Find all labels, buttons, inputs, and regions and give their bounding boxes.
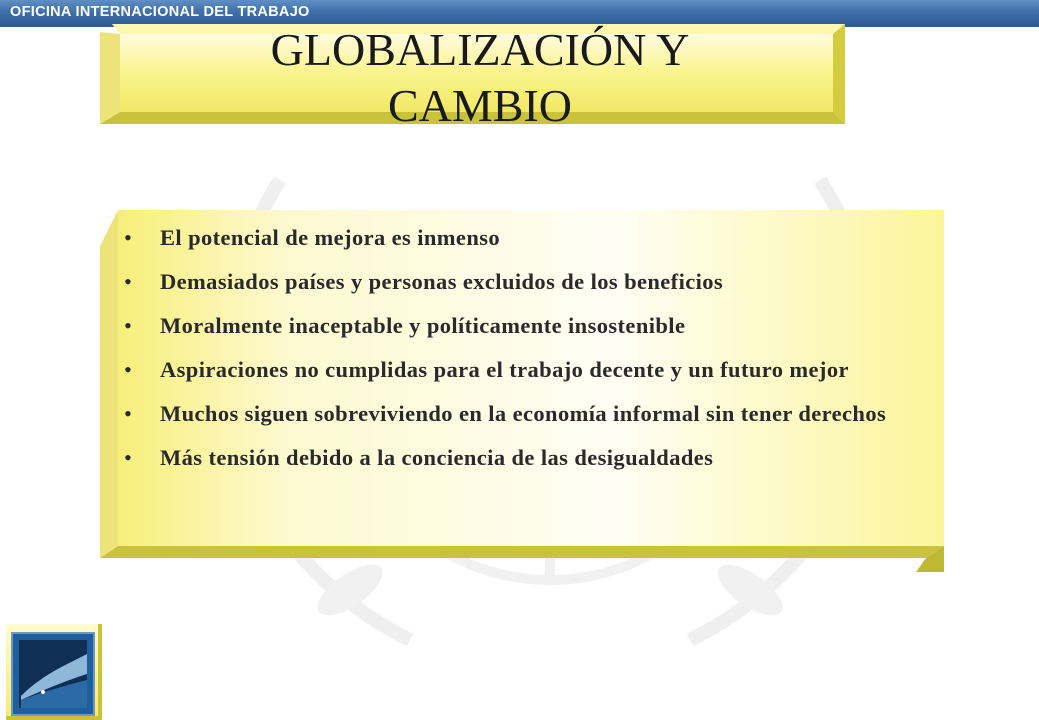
bullet-text: Más tensión debido a la conciencia de las desigualdades xyxy=(160,445,714,470)
bullet-dot: • xyxy=(124,357,133,382)
slide-title-line1: GLOBALIZACIÓN Y xyxy=(270,24,690,75)
list-item xyxy=(118,312,938,339)
bullet-dot: • xyxy=(124,269,133,294)
list-item xyxy=(118,356,938,383)
list-item xyxy=(118,268,938,295)
bullet-text: Moralmente inaceptable y políticamente insostenible xyxy=(160,313,686,338)
bullet-text: Aspiraciones no cumplidas para el trabajo decente y un futuro mejor xyxy=(160,357,849,382)
slide-title xyxy=(170,22,790,134)
slide-title-line2: CAMBIO xyxy=(387,80,573,131)
list-item xyxy=(118,444,938,471)
ilo-logo-icon xyxy=(11,632,95,716)
list-item xyxy=(118,400,938,427)
bullet-list xyxy=(118,224,938,488)
bullet-dot: • xyxy=(124,445,133,470)
org-name: OFICINA INTERNACIONAL DEL TRABAJO xyxy=(10,4,310,20)
bullet-dot: • xyxy=(124,225,133,250)
bullet-text: Demasiados países y personas excluidos de los beneficios xyxy=(160,269,724,294)
bullet-dot: • xyxy=(124,313,133,338)
bullet-text: El potencial de mejora es inmenso xyxy=(160,225,501,250)
bullet-text: Muchos siguen sobreviviendo en la economía informal sin tener derechos xyxy=(160,401,887,426)
list-item xyxy=(118,224,938,251)
logo-frame xyxy=(6,624,102,720)
bullet-dot: • xyxy=(124,401,133,426)
